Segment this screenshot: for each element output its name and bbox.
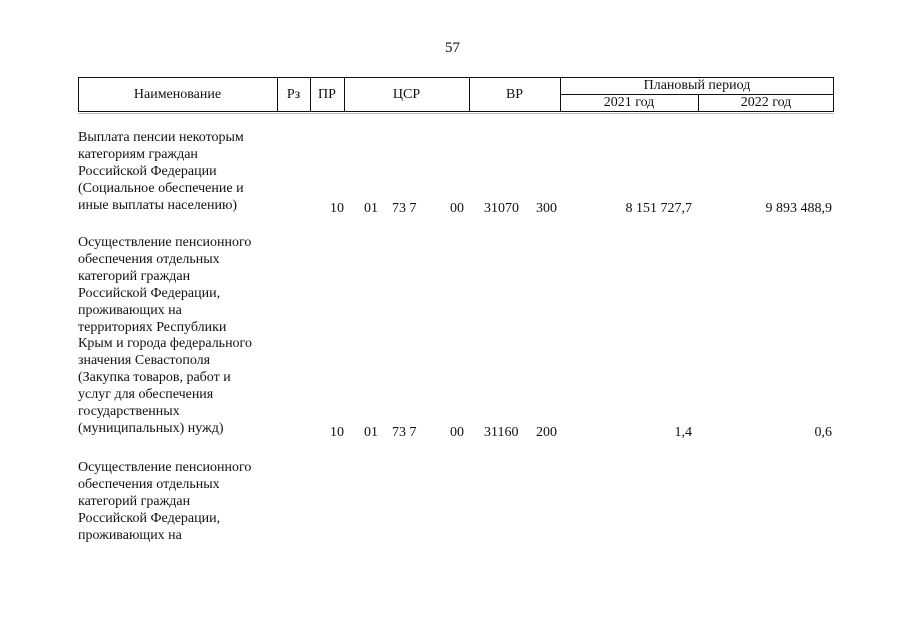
row-3-name: Осуществление пенсионного обеспечения отдельных категорий граждан Российской Федерации, проживающих на (78, 460, 252, 543)
row-1-value-2021: 8 151 727,7 (625, 201, 692, 216)
header-underline (78, 113, 834, 114)
header-csr: ЦСР (392, 87, 421, 102)
header-year-2021: 2021 год (603, 95, 655, 110)
header-rz: Рз (286, 87, 301, 102)
row-1-value-2022: 9 893 488,9 (765, 201, 832, 216)
row-1-pr: 01 (364, 201, 378, 216)
row-2-csr-sub: 00 (450, 425, 464, 440)
row-2-rz: 10 (330, 425, 344, 440)
row-1-csr-sub: 00 (450, 201, 464, 216)
header-pr: ПР (318, 87, 336, 102)
row-2-value-2021: 1,4 (674, 425, 692, 440)
page-number: 57 (445, 40, 460, 56)
row-2-value-2022: 0,6 (814, 425, 832, 440)
row-2-vr: 200 (536, 425, 557, 440)
row-1-csr-program: 73 7 (392, 201, 417, 216)
table-header (78, 77, 834, 112)
row-1-csr-code: 31070 (484, 201, 519, 216)
row-2-csr-code: 31160 (484, 425, 519, 440)
row-2-pr: 01 (364, 425, 378, 440)
row-1-name: Выплата пенсии некоторым категориям граждан Российской Федерации (Социальное обеспечение и иные выплаты населению) (78, 130, 244, 213)
row-2-name: Осуществление пенсионного обеспечения отдельных категорий граждан Российской Федерации, проживающих на территориях Республики Крым и города федерального значения Севастополя (Закупка товаров, работ и услуг для обеспечения государственных (муниципальных) нужд) (78, 235, 252, 436)
header-vr: ВР (505, 87, 524, 102)
row-1-vr: 300 (536, 201, 557, 216)
header-name: Наименование (133, 87, 222, 102)
header-planned-period: Плановый период (643, 78, 751, 93)
row-2-csr-program: 73 7 (392, 425, 417, 440)
header-year-2022: 2022 год (740, 95, 792, 110)
row-1-rz: 10 (330, 201, 344, 216)
